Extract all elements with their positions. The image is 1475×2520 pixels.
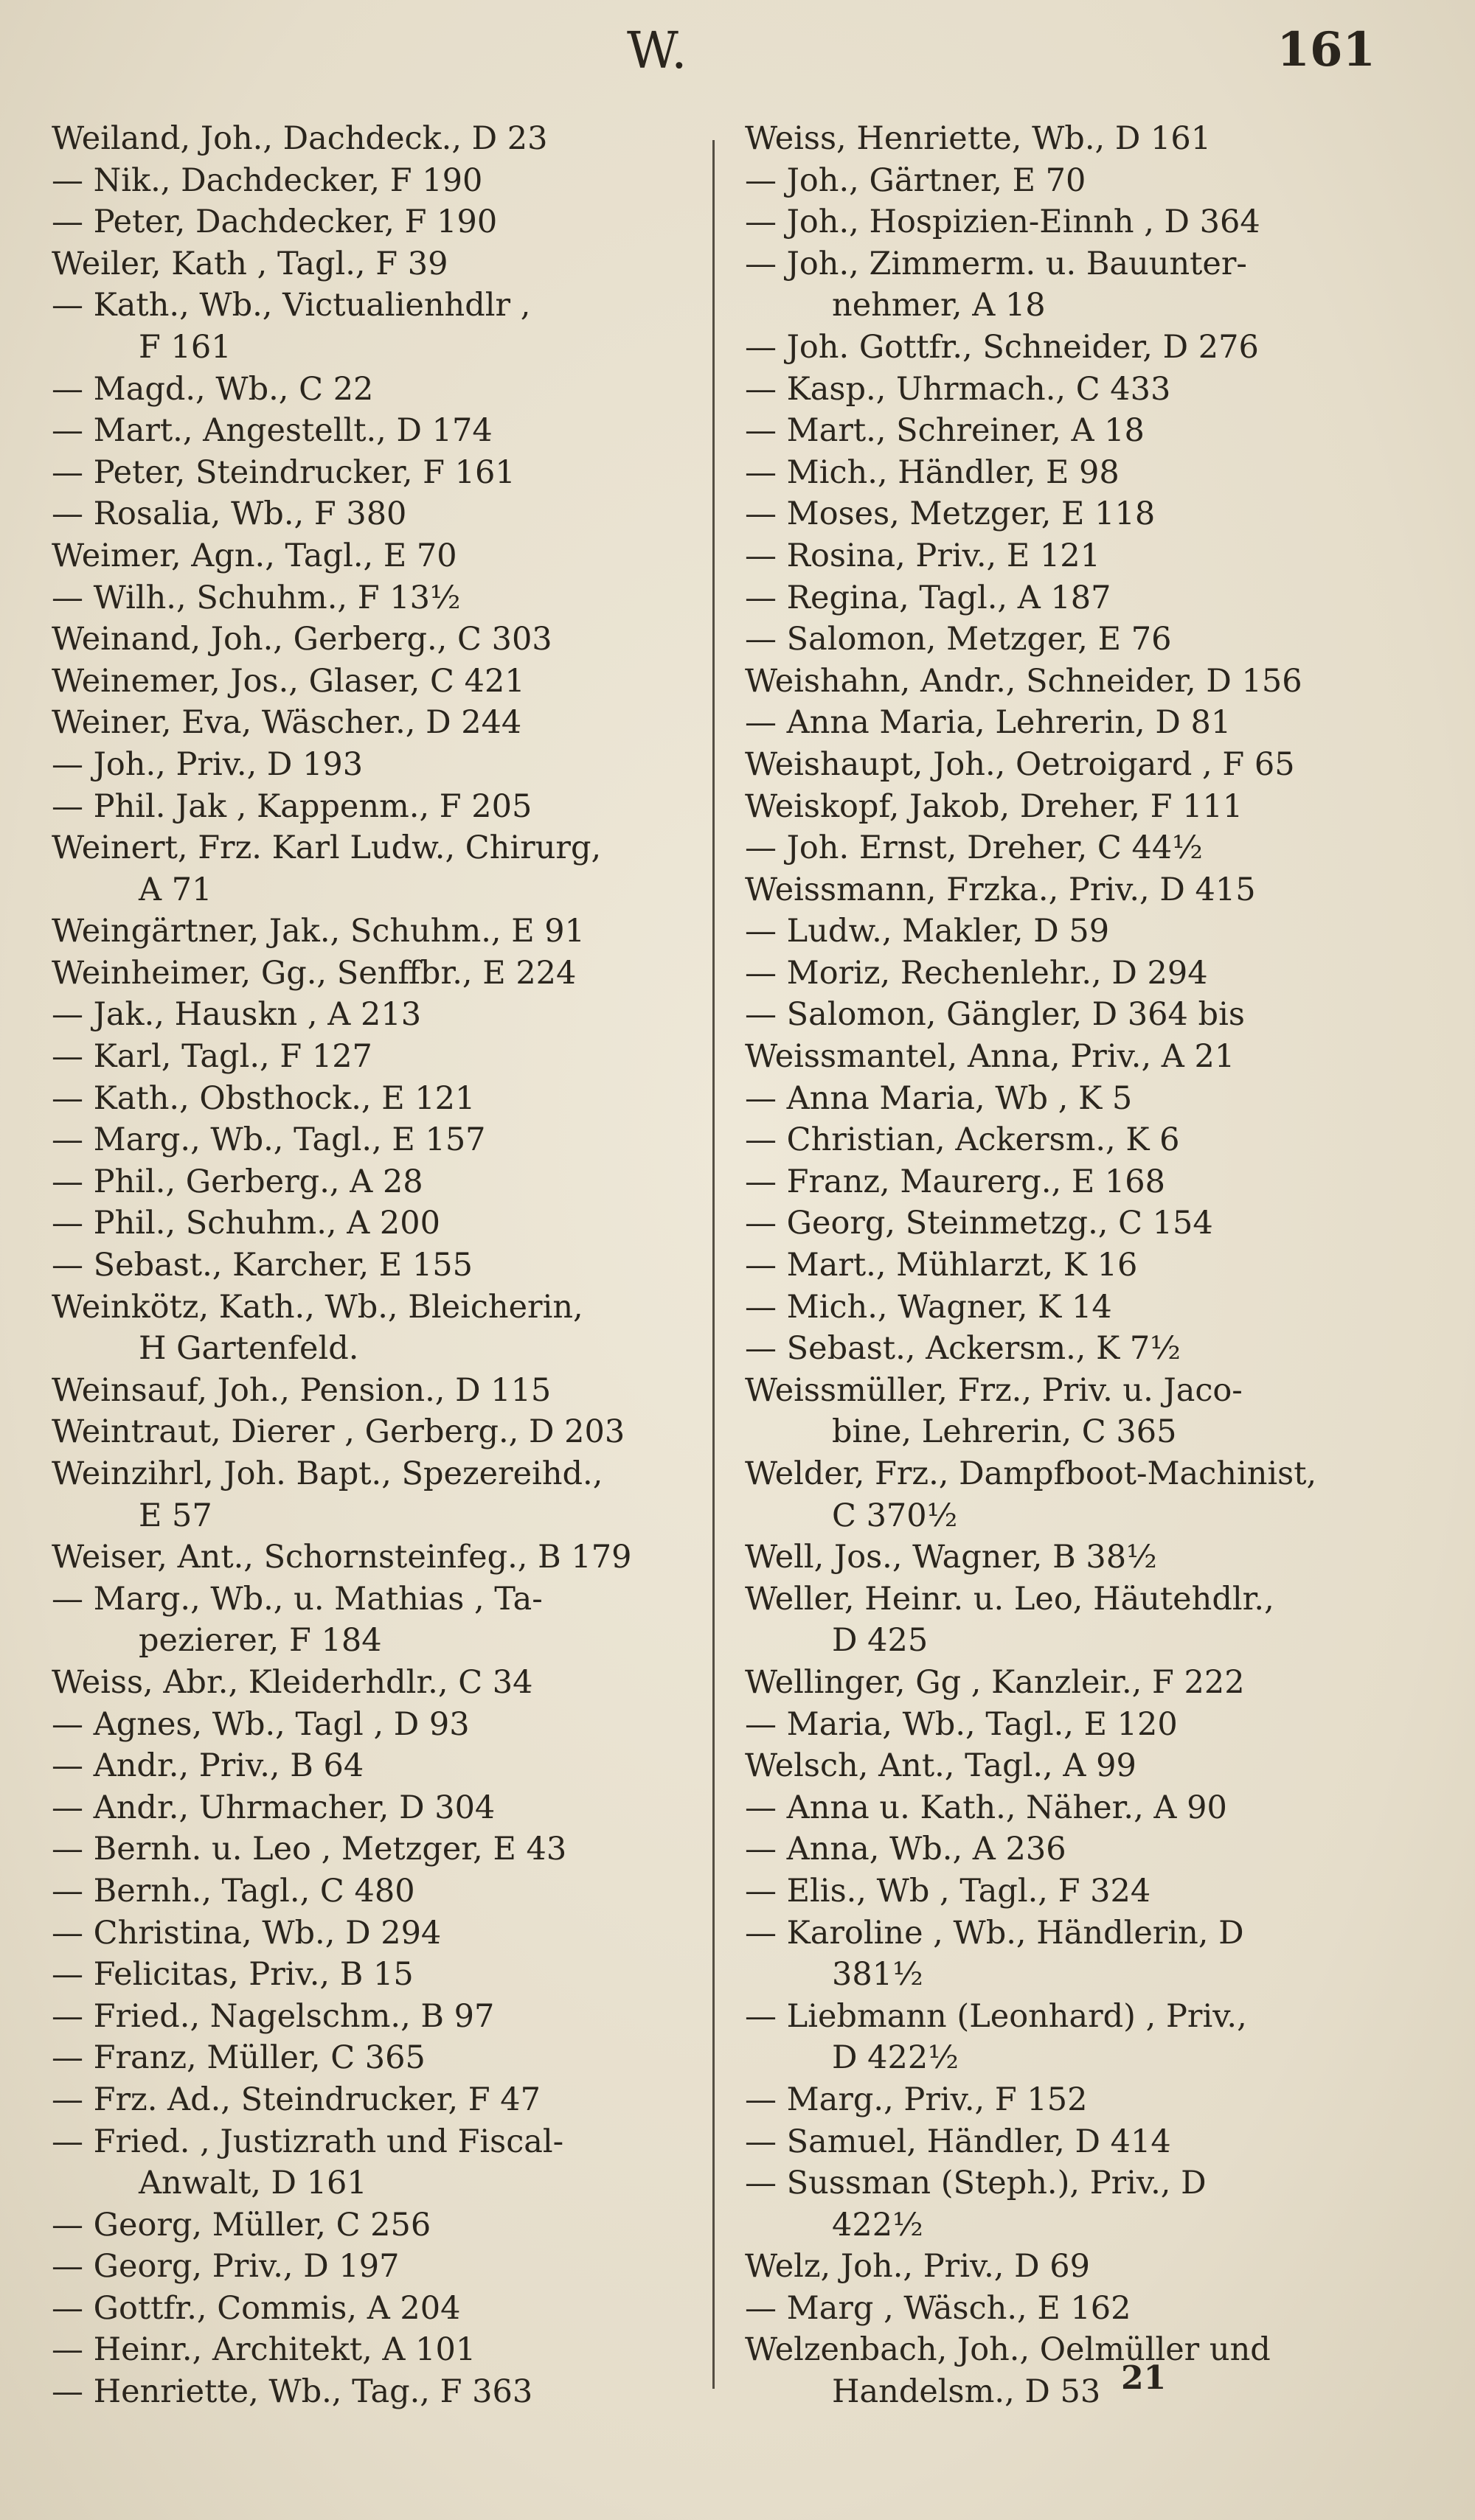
directory-entry: — Joh. Gottfr., Schneider, D 276 — [745, 328, 1259, 366]
directory-entry: — Samuel, Händler, D 414 — [745, 2123, 1171, 2160]
directory-entry: — Sebast., Karcher, E 155 — [52, 1247, 473, 1284]
directory-entry: Weishaupt, Joh., Oetroigard , F 65 — [745, 745, 1295, 783]
directory-entry: — Marg., Wb., Tagl., E 157 — [52, 1121, 486, 1159]
directory-entry: Weissmüller, Frz., Priv. u. Jaco- — [745, 1371, 1243, 1409]
directory-entry: Well, Jos., Wagner, B 38½ — [745, 1539, 1157, 1576]
directory-entry: — Fried. , Justizrath und Fiscal- — [52, 2123, 564, 2160]
directory-entry: — Anna u. Kath., Näher., A 90 — [745, 1789, 1227, 1826]
directory-entry: — Sebast., Ackersm., K 7½ — [745, 1330, 1181, 1368]
directory-entry: Weingärtner, Jak., Schuhm., E 91 — [52, 913, 586, 950]
directory-entry: — Magd., Wb., C 22 — [52, 370, 374, 408]
entry-continuation: F 161 — [139, 328, 232, 366]
directory-entry: Weissmann, Frzka., Priv., D 415 — [745, 871, 1256, 908]
entry-continuation: D 425 — [832, 1622, 929, 1660]
directory-entry: — Joh., Gärtner, E 70 — [745, 161, 1086, 199]
directory-entry: — Sussman (Steph.), Priv., D — [745, 2165, 1207, 2202]
directory-entry: — Ludw., Makler, D 59 — [745, 913, 1110, 950]
directory-entry: — Salomon, Gängler, D 364 bis — [745, 996, 1245, 1034]
directory-entry: — Elis., Wb , Tagl., F 324 — [745, 1872, 1151, 1910]
directory-entry: — Gottfr., Commis, A 204 — [52, 2289, 461, 2327]
directory-entry: — Phil., Schuhm., A 200 — [52, 1205, 441, 1242]
directory-entry: — Nik., Dachdecker, F 190 — [52, 161, 483, 199]
directory-entry: — Joh., Zimmerm. u. Bauunter- — [745, 245, 1247, 282]
directory-entry: Weiskopf, Jakob, Dreher, F 111 — [745, 787, 1243, 825]
directory-entry: — Franz, Müller, C 365 — [52, 2039, 426, 2077]
directory-entry: Weiler, Kath , Tagl., F 39 — [52, 245, 448, 282]
page-number: 161 — [1277, 22, 1375, 77]
directory-entry: Weinand, Joh., Gerberg., C 303 — [52, 621, 552, 658]
directory-entry: — Peter, Dachdecker, F 190 — [52, 203, 498, 241]
signature-mark: 21 — [1121, 2359, 1167, 2397]
section-letter: W. — [627, 22, 689, 80]
directory-entry: — Mich., Händler, E 98 — [745, 453, 1120, 491]
page-header — [0, 22, 1475, 88]
directory-entry: — Andr., Priv., B 64 — [52, 1747, 364, 1785]
directory-entry: — Karl, Tagl., F 127 — [52, 1038, 372, 1076]
directory-entry: — Liebmann (Leonhard) , Priv., — [745, 1997, 1247, 2035]
directory-entry: Weissmantel, Anna, Priv., A 21 — [745, 1038, 1235, 1076]
directory-entry: — Regina, Tagl., A 187 — [745, 579, 1111, 616]
entry-continuation: 381½ — [832, 1956, 923, 1994]
directory-entry: Welzenbach, Joh., Oelmüller und — [745, 2331, 1271, 2369]
directory-entry: — Joh., Hospizien-Einnh , D 364 — [745, 203, 1260, 241]
directory-entry: Weinzihrl, Joh. Bapt., Spezereihd., — [52, 1455, 603, 1492]
left-column — [52, 118, 701, 2413]
directory-entry: — Anna, Wb., A 236 — [745, 1831, 1066, 1868]
directory-entry: — Henriette, Wb., Tag., F 363 — [52, 2373, 533, 2411]
directory-entry: — Christian, Ackersm., K 6 — [745, 1121, 1180, 1159]
directory-entry: Welder, Frz., Dampfboot-Machinist, — [745, 1455, 1317, 1492]
directory-entry: — Wilh., Schuhm., F 13½ — [52, 579, 461, 616]
entry-continuation: D 422½ — [832, 2039, 959, 2077]
directory-entry: Weishahn, Andr., Schneider, D 156 — [745, 662, 1302, 700]
directory-entry: — Mart., Schreiner, A 18 — [745, 412, 1145, 450]
directory-entry: — Franz, Maurerg., E 168 — [745, 1163, 1165, 1200]
column-divider — [712, 140, 715, 2389]
directory-entry: Weinert, Frz. Karl Ludw., Chirurg, — [52, 829, 602, 867]
directory-entry: — Marg , Wäsch., E 162 — [745, 2289, 1131, 2327]
directory-entry: — Anna Maria, Lehrerin, D 81 — [745, 704, 1232, 742]
directory-entry: Weiss, Abr., Kleiderhdlr., C 34 — [52, 1663, 533, 1701]
directory-entry: Welsch, Ant., Tagl., A 99 — [745, 1747, 1136, 1785]
directory-entry: — Agnes, Wb., Tagl , D 93 — [52, 1705, 470, 1743]
directory-entry: Weinsauf, Joh., Pension., D 115 — [52, 1371, 552, 1409]
directory-entry: — Anna Maria, Wb , K 5 — [745, 1079, 1133, 1117]
entry-continuation: A 71 — [139, 871, 212, 908]
directory-entry: — Georg, Steinmetzg., C 154 — [745, 1205, 1213, 1242]
directory-entry: Wellinger, Gg , Kanzleir., F 222 — [745, 1663, 1245, 1701]
directory-entry: Weinheimer, Gg., Senffbr., E 224 — [52, 954, 577, 992]
entry-continuation: nehmer, A 18 — [832, 287, 1046, 324]
directory-entry: — Maria, Wb., Tagl., E 120 — [745, 1705, 1178, 1743]
directory-entry: — Rosina, Priv., E 121 — [745, 537, 1100, 574]
directory-entry: — Jak., Hauskn , A 213 — [52, 996, 422, 1034]
directory-entry: — Bernh. u. Leo , Metzger, E 43 — [52, 1831, 567, 1868]
directory-entry: Weiland, Joh., Dachdeck., D 23 — [52, 120, 548, 157]
directory-entry: — Phil. Jak , Kappenm., F 205 — [52, 787, 532, 825]
directory-entry: — Fried., Nagelschm., B 97 — [52, 1997, 495, 2035]
directory-entry: — Joh. Ernst, Dreher, C 44½ — [745, 829, 1203, 867]
directory-entry: — Moses, Metzger, E 118 — [745, 495, 1156, 533]
directory-entry: — Felicitas, Priv., B 15 — [52, 1956, 414, 1994]
directory-entry: — Karoline , Wb., Händlerin, D — [745, 1914, 1244, 1952]
directory-entry: Weiss, Henriette, Wb., D 161 — [745, 120, 1212, 157]
directory-entry: Weiner, Eva, Wäscher., D 244 — [52, 704, 522, 742]
directory-entry: — Mart., Angestellt., D 174 — [52, 412, 493, 450]
entry-continuation: 422½ — [832, 2206, 923, 2244]
directory-entry: — Moriz, Rechenlehr., D 294 — [745, 954, 1208, 992]
directory-entry: — Bernh., Tagl., C 480 — [52, 1872, 415, 1910]
directory-entry: Weintraut, Dierer , Gerberg., D 203 — [52, 1413, 625, 1451]
directory-entry: — Georg, Müller, C 256 — [52, 2206, 431, 2244]
directory-entry: — Mart., Mühlarzt, K 16 — [745, 1247, 1138, 1284]
directory-entry: — Marg., Priv., F 152 — [745, 2081, 1088, 2118]
right-column — [745, 118, 1394, 2413]
directory-entry: — Frz. Ad., Steindrucker, F 47 — [52, 2081, 541, 2118]
directory-entry: — Heinr., Architekt, A 101 — [52, 2331, 476, 2369]
directory-entry: — Georg, Priv., D 197 — [52, 2248, 400, 2286]
entry-continuation: H Gartenfeld. — [139, 1330, 359, 1368]
entry-continuation: bine, Lehrerin, C 365 — [832, 1413, 1177, 1451]
directory-entry: — Phil., Gerberg., A 28 — [52, 1163, 423, 1200]
directory-entry: Weinkötz, Kath., Wb., Bleicherin, — [52, 1288, 583, 1326]
entry-continuation: C 370½ — [832, 1497, 958, 1534]
directory-entry: Weiser, Ant., Schornsteinfeg., B 179 — [52, 1539, 632, 1576]
directory-entry: — Peter, Steindrucker, F 161 — [52, 453, 516, 491]
directory-entry: Welz, Joh., Priv., D 69 — [745, 2248, 1091, 2286]
directory-entry: — Andr., Uhrmacher, D 304 — [52, 1789, 496, 1826]
directory-entry: — Kath., Obsthock., E 121 — [52, 1079, 476, 1117]
entry-continuation: E 57 — [139, 1497, 212, 1534]
directory-entry: — Marg., Wb., u. Mathias , Ta- — [52, 1580, 543, 1618]
directory-entry: Weimer, Agn., Tagl., E 70 — [52, 537, 457, 574]
directory-entry: — Mich., Wagner, K 14 — [745, 1288, 1112, 1326]
directory-entry: — Kasp., Uhrmach., C 433 — [745, 370, 1171, 408]
entry-continuation: pezierer, F 184 — [139, 1622, 382, 1660]
directory-entry: Weinemer, Jos., Glaser, C 421 — [52, 662, 525, 700]
directory-entry: — Salomon, Metzger, E 76 — [745, 621, 1172, 658]
directory-entry: — Kath., Wb., Victualienhdlr , — [52, 287, 531, 324]
directory-entry: Weller, Heinr. u. Leo, Häutehdlr., — [745, 1580, 1274, 1618]
entry-continuation: Anwalt, D 161 — [139, 2165, 367, 2202]
directory-entry: — Joh., Priv., D 193 — [52, 745, 364, 783]
directory-entry: — Rosalia, Wb., F 380 — [52, 495, 407, 533]
entry-continuation: Handelsm., D 53 — [832, 2373, 1101, 2411]
directory-entry: — Christina, Wb., D 294 — [52, 1914, 442, 1952]
